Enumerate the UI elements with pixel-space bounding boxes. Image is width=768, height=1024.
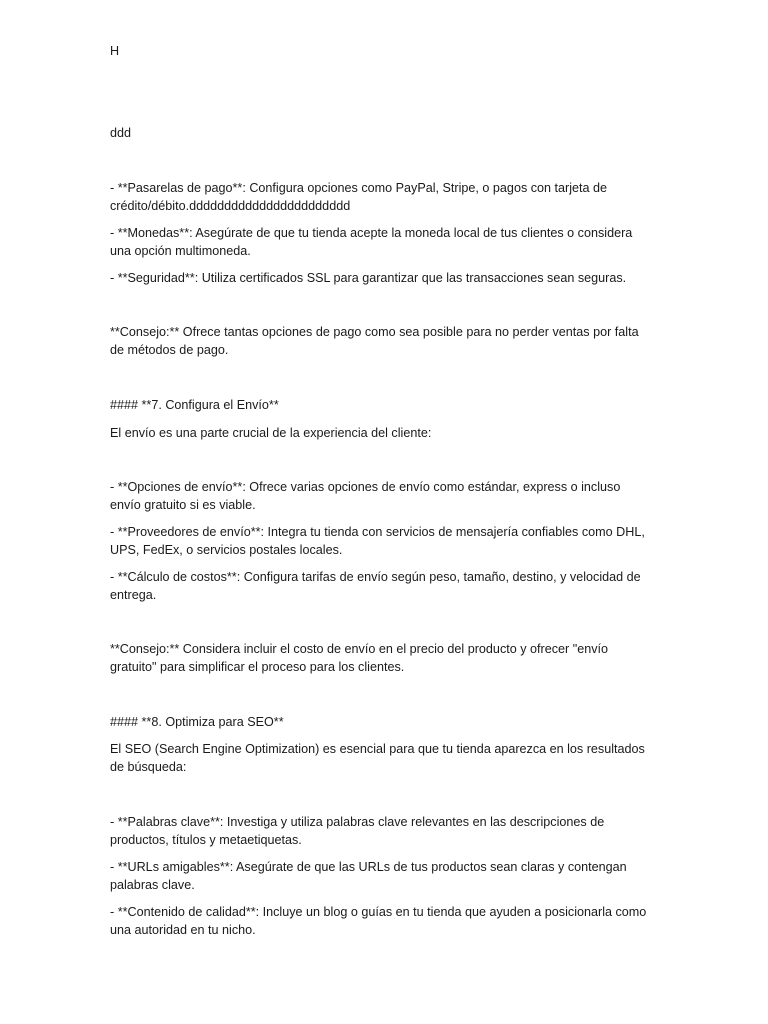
- section-intro-shipping: El envío es una parte crucial de la experiencia del cliente:: [110, 426, 432, 440]
- section-intro-seo: El SEO (Search Engine Optimization) es esencial para que tu tienda aparezca en los resultados de búsqueda:: [110, 742, 645, 774]
- tip-shipping: **Consejo:** Considera incluir el costo de envío en el precio del producto y ofrecer "envío gratuito" para simplificar el proceso para los clientes.: [110, 642, 609, 674]
- bullet-shipping-providers: - **Proveedores de envío**: Integra tu tienda con servicios de mensajería confiables como DHL, UPS, FedEx, o servicios postales locales.: [110, 525, 645, 557]
- tip-payment: **Consejo:** Ofrece tantas opciones de pago como sea posible para no perder ventas por falta de métodos de pago.: [110, 325, 639, 357]
- bullet-shipping-options: - **Opciones de envío**: Ofrece varias opciones de envío como estándar, express o incluso envío gratuito si es viable.: [110, 480, 621, 512]
- text-ddd: ddd: [110, 126, 132, 140]
- bullet-pasarelas-de-pago: - **Pasarelas de pago**: Configura opciones como PayPal, Stripe, o pagos con tarjeta de crédito/débito.ddddddddddddddddddddddd: [110, 181, 608, 213]
- bullet-monedas: - **Monedas**: Asegúrate de que tu tienda acepte la moneda local de tus clientes o considera una opción multimoneda.: [110, 226, 633, 258]
- heading-h: H: [110, 44, 120, 58]
- section-heading-shipping: #### **7. Configura el Envío**: [110, 398, 279, 412]
- bullet-friendly-urls: - **URLs amigables**: Asegúrate de que las URLs de tus productos sean claras y contengan palabras clave.: [110, 860, 627, 892]
- section-heading-seo: #### **8. Optimiza para SEO**: [110, 715, 284, 729]
- bullet-cost-calculation: - **Cálculo de costos**: Configura tarifas de envío según peso, tamaño, destino, y velocidad de entrega.: [110, 570, 641, 602]
- bullet-seguridad: - **Seguridad**: Utiliza certificados SSL para garantizar que las transacciones sean seguras.: [110, 271, 627, 285]
- bullet-quality-content: - **Contenido de calidad**: Incluye un blog o guías en tu tienda que ayuden a posicionarla como una autoridad en tu nicho.: [110, 905, 647, 937]
- bullet-keywords: - **Palabras clave**: Investiga y utiliza palabras clave relevantes en las descripciones de productos, títulos y metaetiquetas.: [110, 815, 605, 847]
